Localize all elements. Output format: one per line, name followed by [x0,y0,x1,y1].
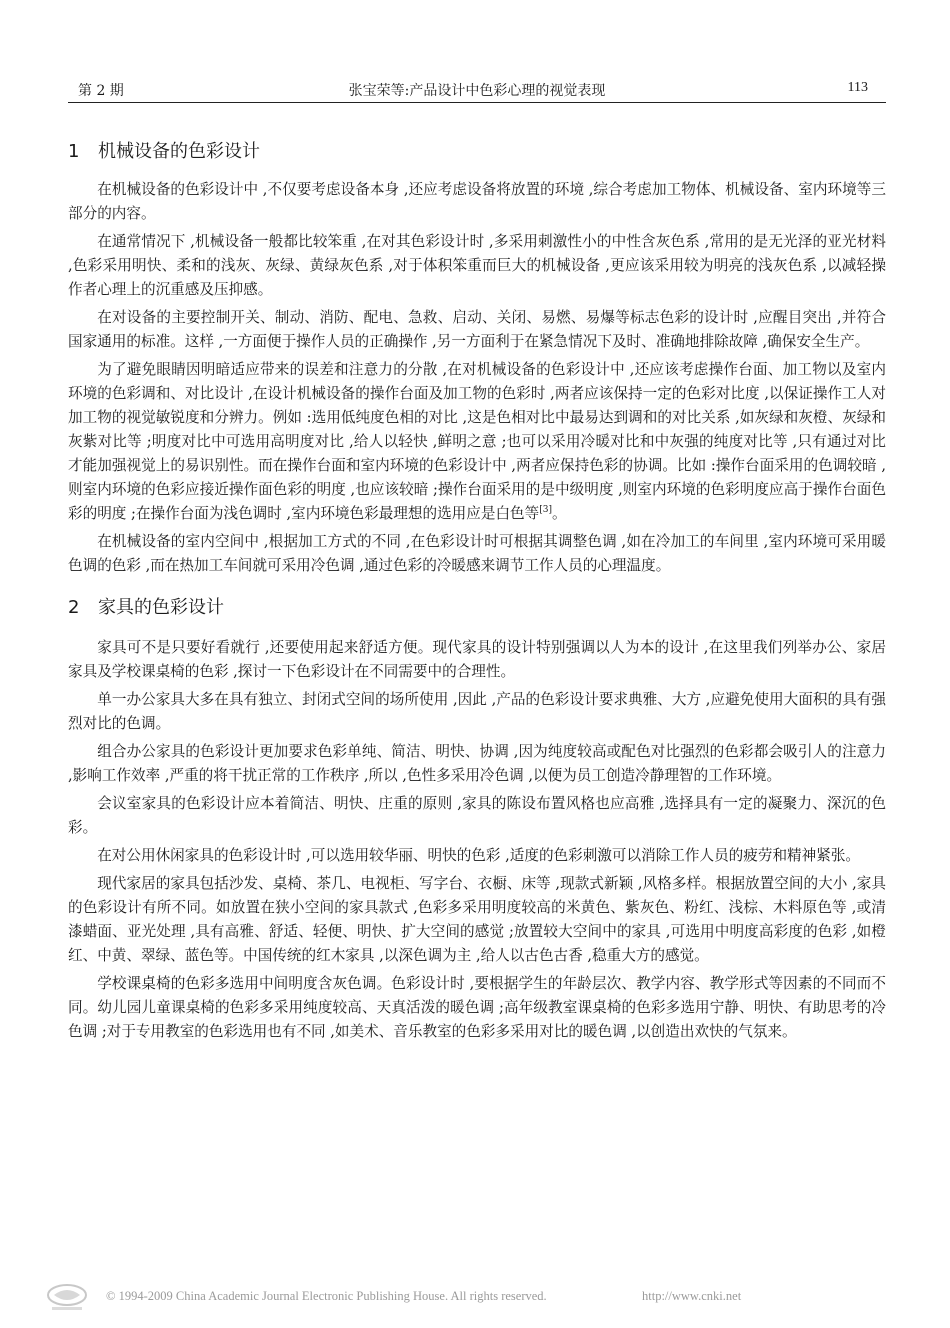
paragraph: 学校课桌椅的色彩多选用中间明度含灰色调。色彩设计时 ,要根据学生的年龄层次、教学内容、教学形式等因素的不同而不同。幼儿园儿童课桌椅的色彩多采用纯度较高、天真活泼的暖色调 ;高年级教室课桌椅的色彩多选用宁静、明快、有助思考的冷色调 ;对于专用教室的色彩选用也有不同 ,如美术、音乐教室的色彩多采用对比的暖色调 ,以创造出欢快的气氛来。 [68,975,886,1040]
running-title: 张宝荣等:产品设计中色彩心理的视觉表现 [348,83,606,99]
page-number: 113 [847,80,868,95]
section-number: 1 [68,141,80,162]
paragraph-text: 为了避免眼睛因明暗适应带来的误差和注意力的分散 ,在对机械设备的色彩设计中 ,还应该考虑操作台面、加工物以及室内环境的色彩调和、对比设计 ,在设计机械设备的操作台面及加工物的色彩时 ,两者应该保持一定的色彩对比度 ,以保证操作工人对加工物的视觉敏锐度和分辨力。例如 :选用低纯度色相的对比 ,这是色相对比中最易达到调和的对比关系 ,如灰绿和灰橙、灰绿和灰紫对比等 ;明度对比中可选用高明度对比 ,给人以轻快 ,鲜明之意 ;也可以采用冷暖对比和中灰强的纯度对比等 ,只有通过对比才能加强视觉上的易识别性。而在操作台面和室内环境的色彩设计中 ,两者应保持色彩的协调。比如 :操作台面采用的色调较暗 ,则室内环境的色彩应接近操作面色彩的明度 ,也应该较暗 ;操作台面采用的是中级明度 ,则室内环境的色彩明度应高于操作台面色彩的明度 ;在操作台面为浅色调时 ,室内环境色彩最理想的选用应是白色等 [68,361,886,522]
section-title: 家具的色彩设计 [98,597,224,618]
paragraph: 在通常情况下 ,机械设备一般都比较笨重 ,在对其色彩设计时 ,多采用刺激性小的中性含灰色系 ,常用的是无光泽的亚光材料 ,色彩采用明快、柔和的浅灰、灰绿、黄绿灰色系 ,对于体积笨重而巨大的机械设备 ,更应该采用较为明亮的浅灰色系 ,以减轻操作者心理上的沉重感及压抑感。 [68,233,886,298]
issue-number: 第 2 期 [78,83,124,99]
paragraph: 会议室家具的色彩设计应本着简洁、明快、庄重的原则 ,家具的陈设布置风格也应高雅 ,选择具有一定的凝聚力、深沉的色彩。 [68,795,886,836]
paragraph: 现代家居的家具包括沙发、桌椅、茶几、电视柜、写字台、衣橱、床等 ,现款式新颖 ,风格多样。根据放置空间的大小 ,家具的色彩设计有所不同。如放置在狭小空间的家具款式 ,色彩多采用明度较高的米黄色、紫灰色、粉红、浅棕、木料原色等 ,或清漆蜡面、亚光处理 ,具有高雅、舒适、轻便、明快、扩大空间的感觉 ;放置较大空间中的家具 ,可选用中明度高彩度的色彩 ,如橙红、中黄、翠绿、蓝色等。中国传统的红木家具 ,以深色调为主 ,给人以古色古香 ,稳重大方的感觉。 [68,875,886,964]
paragraph: 组合办公家具的色彩设计更加要求色彩单纯、简洁、明快、协调 ,因为纯度较高或配色对比强烈的色彩都会吸引人的注意力 ,影响工作效率 ,严重的将干扰正常的工作秩序 ,所以 ,色性多采用冷色调 ,以便为员工创造冷静理智的工作环境。 [68,743,886,784]
copyright-notice: © 1994-2009 China Academic Journal Electronic Publishing House. All rights reserved. [106,1289,547,1303]
paragraph: 单一办公家具大多在具有独立、封闭式空间的场所使用 ,因此 ,产品的色彩设计要求典雅、大方 ,应避免使用大面积的具有强烈对比的色调。 [68,691,886,732]
paragraph: 家具可不是只要好看就行 ,还要使用起来舒适方便。现代家具的设计特别强调以人为本的设计 ,在这里我们列举办公、家居家具及学校课桌椅的色彩 ,探讨一下色彩设计在不同需要中的合理性。 [68,639,886,680]
page-footer [44,1282,924,1316]
paragraph: 在对设备的主要控制开关、制动、消防、配电、急救、启动、关闭、易燃、易爆等标志色彩的设计时 ,应醒目突出 ,并符合国家通用的标准。这样 ,一方面便于操作人员的正确操作 ,另一方面利于在紧急情况下及时、准确地排除故障 ,确保安全生产。 [68,309,886,350]
section-title: 机械设备的色彩设计 [98,141,260,162]
article-body [68,138,886,1048]
paragraph-with-citation [68,358,886,526]
paragraph: 在机械设备的色彩设计中 ,不仅要考虑设备本身 ,还应考虑设备将放置的环境 ,综合考虑加工物体、机械设备、室内环境等三部分的内容。 [68,181,886,222]
citation-ref: [3] [539,505,552,516]
cnki-url-link[interactable]: http://www.cnki.net [642,1289,742,1303]
paragraph: 在机械设备的室内空间中 ,根据加工方式的不同 ,在色彩设计时可根据其调整色调 ,如在冷加工的车间里 ,室内环境可采用暖色调的色彩 ,而在热加工车间就可采用冷色调 ,通过色彩的冷暖感来调节工作人员的心理温度。 [68,533,886,574]
section-heading-1 [68,138,886,170]
paragraph-end: 。 [552,505,567,522]
paragraph: 在对公用休闲家具的色彩设计时 ,可以选用较华丽、明快的色彩 ,适度的色彩刺激可以消除工作人员的疲劳和精神紧张。 [97,847,861,864]
running-header [68,76,886,103]
section-heading-2 [68,594,886,626]
cnki-logo-icon [44,1282,90,1312]
section-number: 2 [68,597,80,618]
